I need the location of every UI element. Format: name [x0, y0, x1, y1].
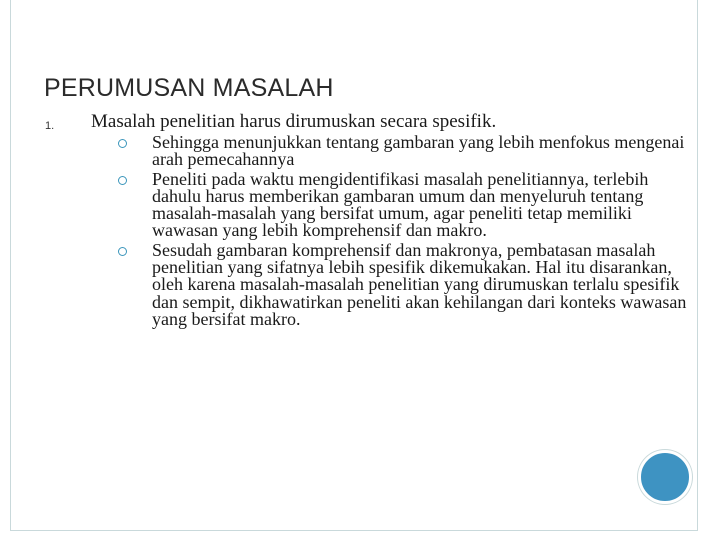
ring-bullet-icon — [118, 139, 127, 148]
item-number: 1. — [45, 120, 55, 132]
sub-bullet-item — [118, 168, 690, 241]
ring-bullet-icon — [118, 176, 127, 185]
sub-bullet-text: Sesudah gambaran komprehensif dan makronya, pembatasan masalah penelitian yang sifatnya lebih spesifik dikemukakan. Hal itu disarankan, oleh karena masalah-masalah penelitian yang dirumuskan terlalu spesifik dan sempit, dikhawatirkan peneliti akan kehilangan dari konteks wawasan yang bersifat makro. — [152, 239, 687, 329]
slide-title: PERUMUSAN MASALAH — [44, 74, 334, 102]
sub-bullet-text: Sehingga menunjukkan tentang gambaran yang lebih menfokus mengenai arah pemecahannya — [152, 132, 685, 170]
sub-bullet-item — [118, 134, 690, 169]
sub-bullet-item — [118, 239, 690, 329]
ring-bullet-icon — [118, 247, 127, 256]
main-list-item: Masalah penelitian harus dirumuskan secara spesifik. — [91, 111, 497, 132]
sub-bullet-list — [118, 134, 690, 330]
sub-bullet-text: Peneliti pada waktu mengidentifikasi masalah penelitiannya, terlebih dahulu harus memberikan gambaran umum dan menyeluruh tentang masalah-masalah yang bersifat umum, agar peneliti tetap memiliki wawasan yang lebih komprehensif dan makro. — [152, 168, 649, 241]
decorative-circle — [638, 450, 692, 504]
